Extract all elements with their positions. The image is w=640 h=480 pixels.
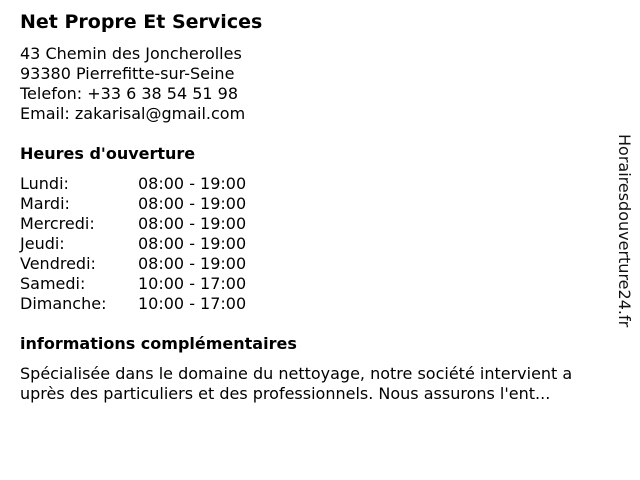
hours-time: 10:00 - 17:00 [138, 294, 247, 313]
hours-row-saturday [20, 274, 278, 294]
hours-day: Lundi: [20, 174, 69, 193]
hours-time: 08:00 - 19:00 [138, 194, 247, 213]
hours-time: 08:00 - 19:00 [138, 214, 247, 233]
hours-row-tuesday [20, 194, 278, 214]
site-watermark-text: Horairesdouverture24.fr [615, 134, 634, 328]
hours-day: Mardi: [20, 194, 70, 213]
description-line-1: Spécialisée dans le domaine du nettoyage, notre société intervient a [20, 364, 573, 383]
hours-row-friday [20, 254, 278, 274]
hours-time: 08:00 - 19:00 [138, 254, 247, 273]
hours-day: Mercredi: [20, 214, 95, 233]
description-line-2: uprès des particuliers et des professionnels. Nous assurons l'ent... [20, 384, 551, 403]
hours-day: Jeudi: [20, 234, 65, 253]
hours-row-thursday [20, 234, 278, 254]
hours-day: Samedi: [20, 274, 86, 293]
phone-number: Telefon: +33 6 38 54 51 98 [20, 84, 239, 103]
additional-info-heading: informations complémentaires [20, 334, 297, 353]
hours-row-wednesday [20, 214, 278, 234]
hours-day: Dimanche: [20, 294, 107, 313]
hours-row-monday [20, 174, 278, 194]
hours-time: 10:00 - 17:00 [138, 274, 247, 293]
opening-hours-table [20, 174, 278, 314]
address-street: 43 Chemin des Joncherolles [20, 44, 242, 63]
hours-time: 08:00 - 19:00 [138, 234, 247, 253]
business-description [20, 364, 620, 404]
site-watermark [612, 134, 634, 344]
hours-day: Vendredi: [20, 254, 96, 273]
business-name: Net Propre Et Services [20, 11, 263, 33]
address-city: 93380 Pierrefitte-sur-Seine [20, 64, 235, 83]
hours-time: 08:00 - 19:00 [138, 174, 247, 193]
hours-row-sunday [20, 294, 278, 314]
email-address: Email: zakarisal@gmail.com [20, 104, 246, 123]
opening-hours-heading: Heures d'ouverture [20, 144, 196, 163]
business-address-block [20, 44, 245, 124]
